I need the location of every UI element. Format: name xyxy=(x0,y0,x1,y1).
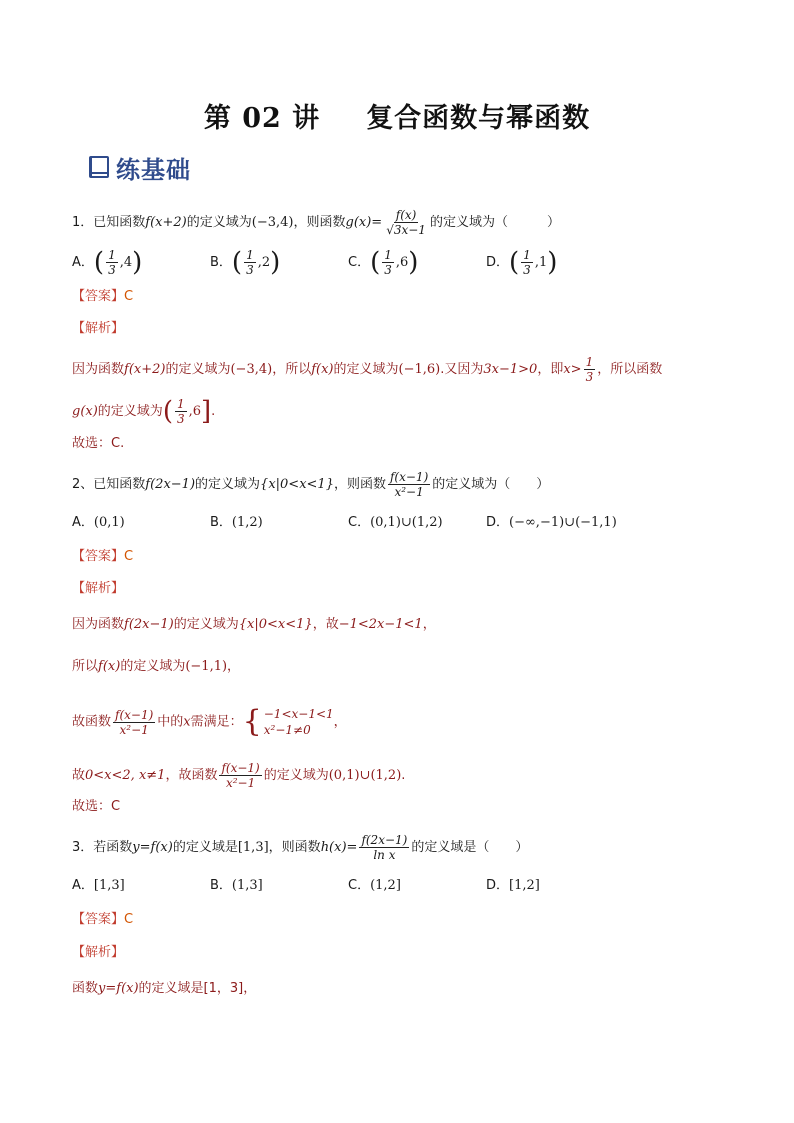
q1-option-b[interactable]: B．( $\frac{1}{3}$ ,2) xyxy=(210,247,281,278)
q1-option-c[interactable]: C．( $\frac{1}{3}$ ,6) xyxy=(348,247,419,278)
question-2: 2、已知函数f(2x−1)的定义域为{x|0<x<1}，则函数 $\frac{f(x-1)}{\text{x²−1}}$ 的定义域为（ ） xyxy=(72,470,550,499)
q1-choose: 故选：C. xyxy=(72,436,125,451)
q2-option-a[interactable]: A．(0,1) xyxy=(72,515,125,530)
q3-answer: 【答案】C xyxy=(72,912,134,927)
q2-analysis-line-3: 故函数 $\frac{f(x-1)}{\text{x²−1}}$ 中的x需满足： { −1<x−1<1 x²−1≠0 ， xyxy=(72,704,347,739)
q1-option-d[interactable]: D．( $\frac{1}{3}$ ,1) xyxy=(486,247,558,278)
q1-analysis-line-2: g(x)的定义域为( $\frac{1}{3}$ ,6]. xyxy=(72,396,216,427)
q3-analysis-line-1: 函数y=f(x)的定义域是[1，3]， xyxy=(72,981,257,996)
q2-analysis-line-1: 因为函数f(2x−1)的定义域为{x|0<x<1}，故−1<2x−1<1， xyxy=(72,617,436,632)
q2-choose: 故选：C xyxy=(72,799,121,814)
q3-analysis-label: 【解析】 xyxy=(72,945,125,960)
q3-option-d[interactable]: D．[1,2] xyxy=(486,878,540,893)
q2-option-c[interactable]: C．(0,1)∪(1,2) xyxy=(348,515,443,530)
q1-analysis-label: 【解析】 xyxy=(72,321,125,336)
q3-option-a[interactable]: A．[1,3] xyxy=(72,878,125,893)
q2-analysis-label: 【解析】 xyxy=(72,581,125,596)
q1-option-a[interactable]: A．( $\frac{1}{3}$ ,4) xyxy=(72,247,143,278)
q2-analysis-line-4: 故0<x<2, x≠1，故函数 $\frac{f(x-1)}{\text{x²−1}}$ 的定义域为(0,1)∪(1,2). xyxy=(72,761,406,790)
q2-option-d[interactable]: D．(−∞,−1)∪(−1,1) xyxy=(486,515,617,530)
q2-answer: 【答案】C xyxy=(72,549,134,564)
q1-answer: 【答案】C xyxy=(72,289,134,304)
question-1: 1．已知函数f(x+2)的定义域为(−3,4)，则函数g(x)= $\frac{f(x)}{√3x-1}$ 的定义域为（ ） xyxy=(72,208,560,237)
book-icon xyxy=(88,155,110,179)
section-label: 练基础 xyxy=(116,155,191,184)
q2-analysis-line-2: 所以f(x)的定义域为(−1,1)， xyxy=(72,659,241,674)
fraction: $\frac{f(2x-1)}{\text{ln x}}$ xyxy=(361,833,408,862)
lecture-topic: 复合函数与幂函数 xyxy=(366,103,591,134)
question-3: 3．若函数y=f(x)的定义域是[1,3]，则函数h(x)= $\frac{f(2x-1)}{\text{ln x}}$ 的定义域是（ ） xyxy=(72,833,529,862)
q3-option-b[interactable]: B．(1,3] xyxy=(210,878,263,893)
lecture-number: 第 02 讲 xyxy=(203,103,321,134)
q2-option-b[interactable]: B．(1,2) xyxy=(210,515,263,530)
q3-option-c[interactable]: C．(1,2] xyxy=(348,878,401,893)
q1-analysis-line-1: 因为函数f(x+2)的定义域为(−3,4)，所以f(x)的定义域为(−1,6).又因为3x−1>0，即x> $\frac{1}{3}$ ，所以函数 xyxy=(72,355,663,384)
fraction: $\frac{f(x)}{√3x-1}$ xyxy=(386,208,426,237)
inequality-system: { −1<x−1<1 x²−1≠0 xyxy=(242,704,334,739)
section-header xyxy=(88,149,191,185)
page-title xyxy=(0,96,794,135)
fraction: $\frac{f(x-1)}{\text{x²−1}}$ xyxy=(389,470,429,499)
